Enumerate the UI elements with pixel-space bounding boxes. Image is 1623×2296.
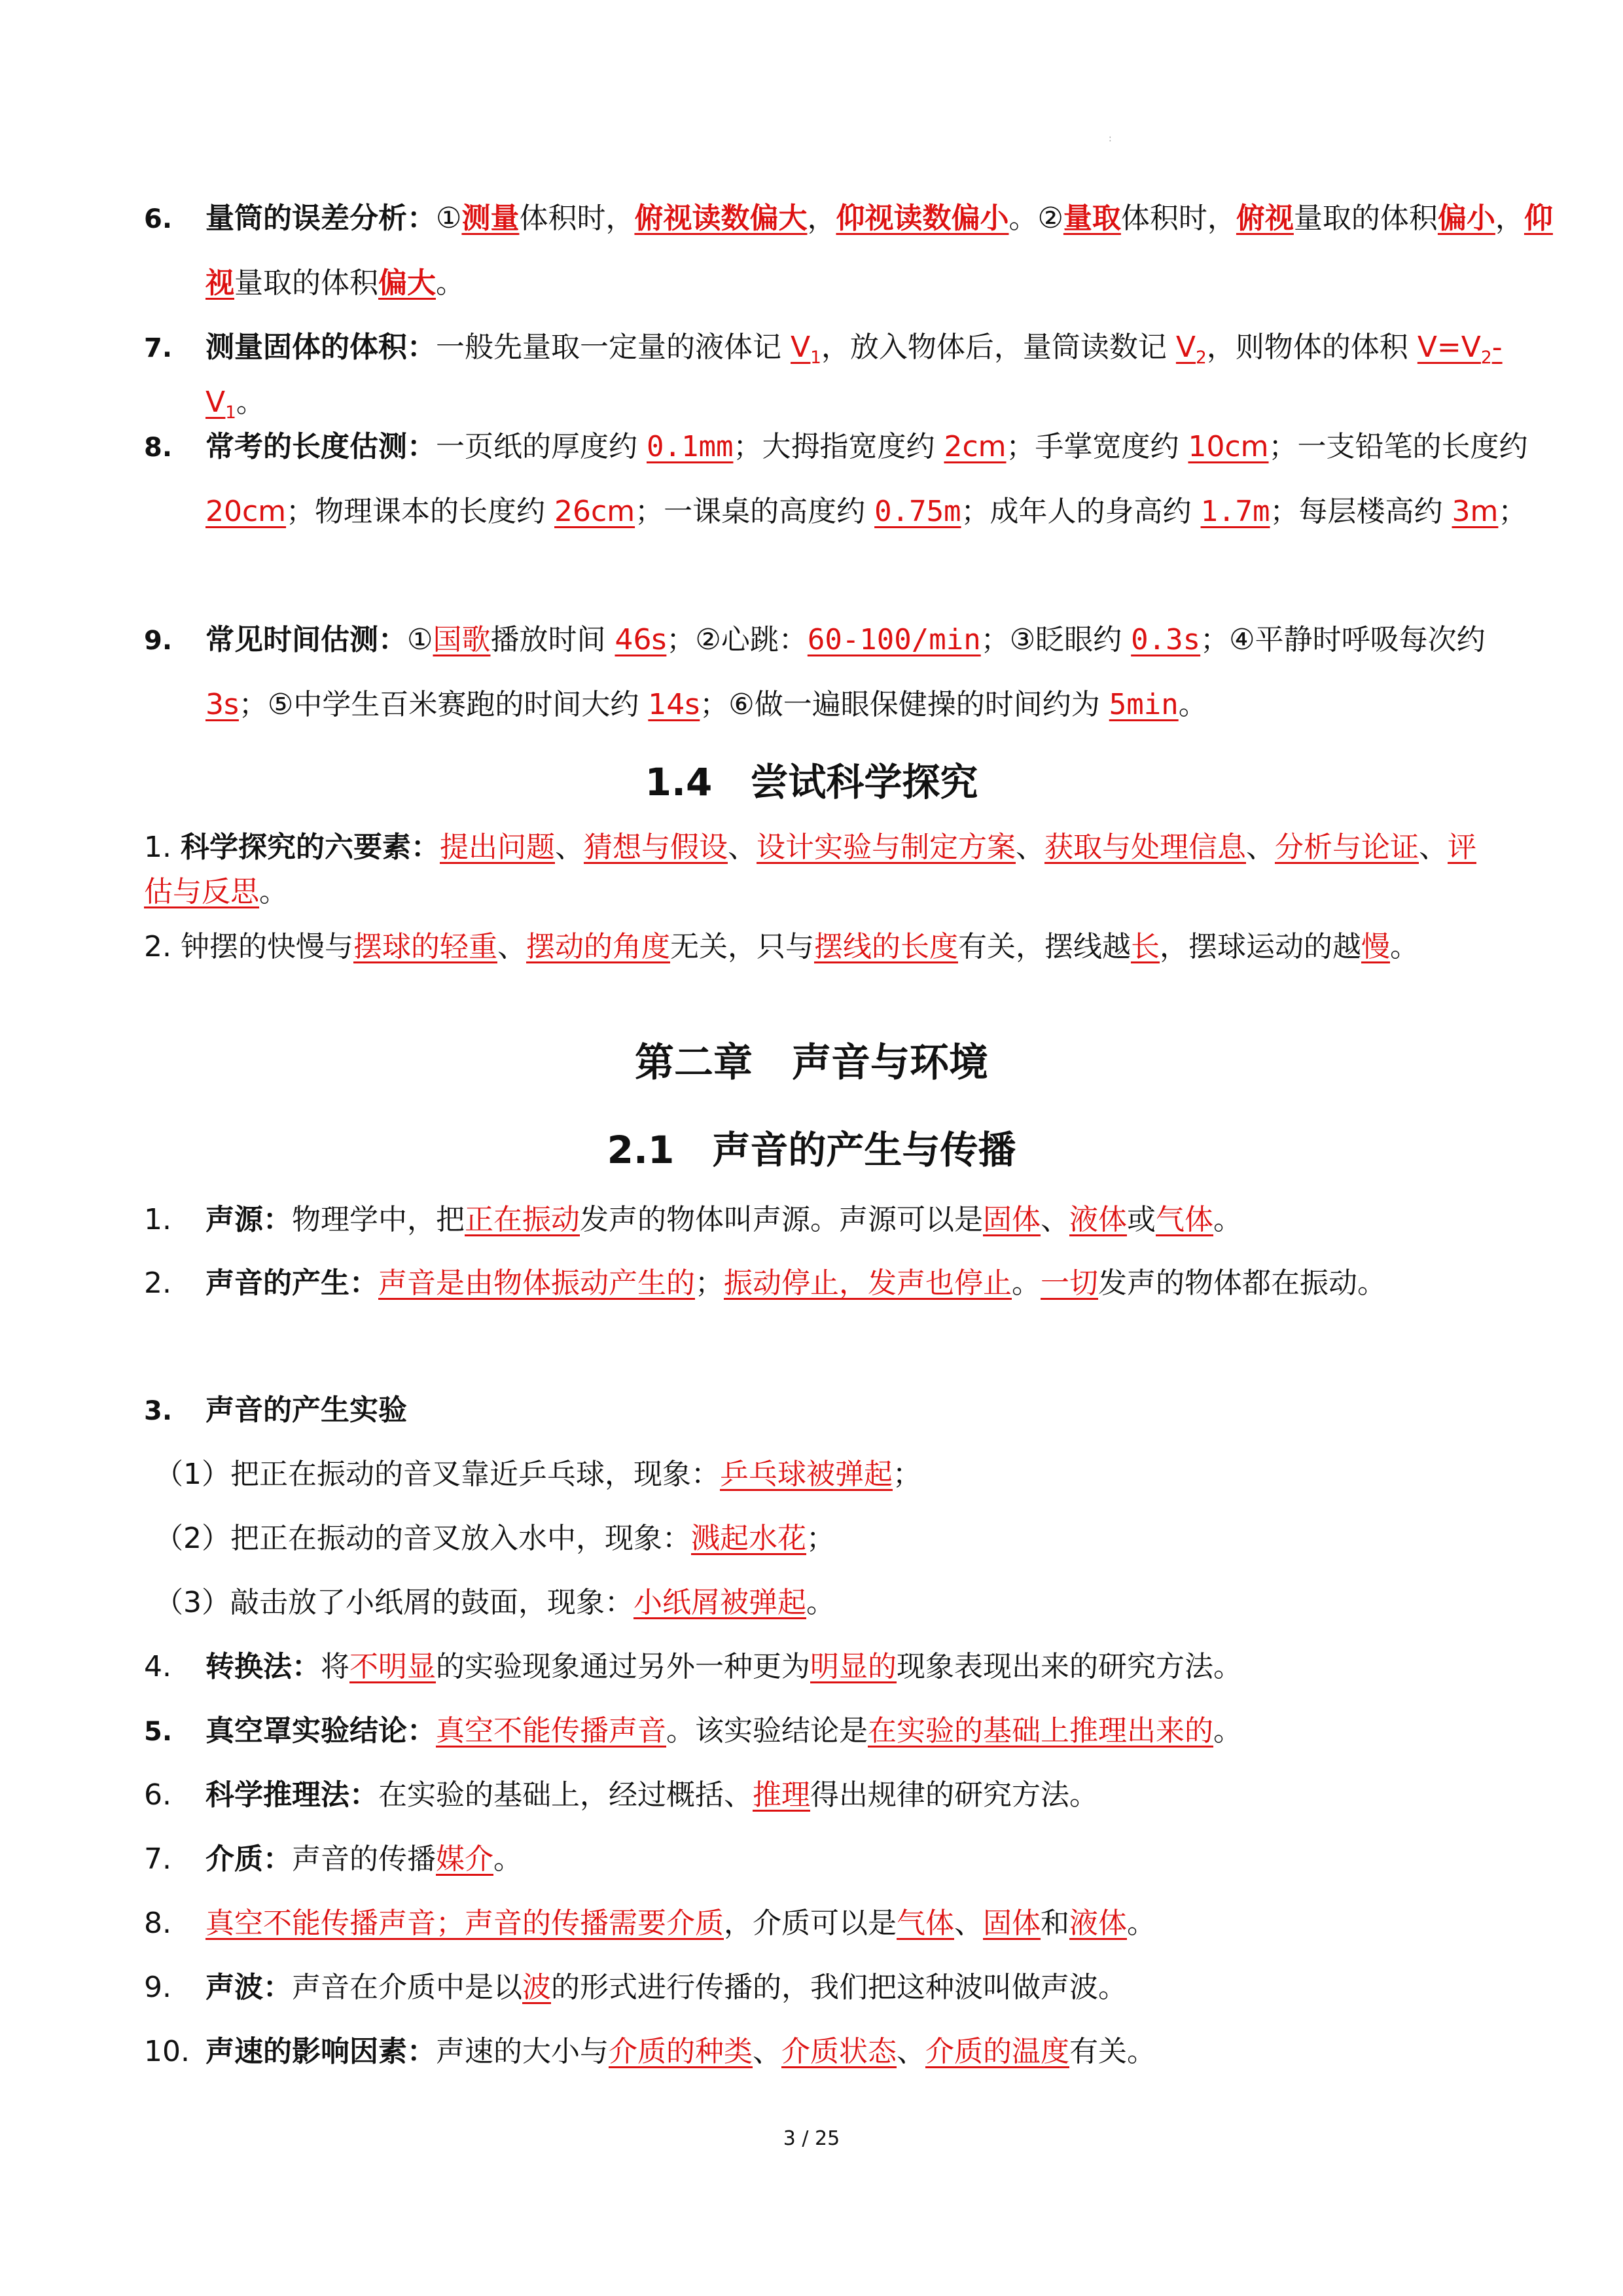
answer: 分析与论证 [1274, 831, 1419, 864]
experiment-1: （1）把正在振动的音叉靠近乒乓球，现象：乒乓球被弹起； [154, 1458, 921, 1491]
answer: 获取与处理信息 [1044, 831, 1246, 864]
answer: 3m [1452, 495, 1499, 528]
answer: $V=V_2-V_1$ [205, 331, 1503, 423]
answer: 偏小 [1437, 202, 1495, 235]
item-number: 7. [144, 1842, 171, 1876]
s21-item-3 [144, 1378, 1492, 1443]
item-label: 量筒的误差分析： [205, 202, 436, 235]
item-number: 4. [144, 1650, 171, 1683]
item-number: 1. [144, 831, 171, 864]
s21-item-1: 1. 声源：物理学中，把正在振动发声的物体叫声源。声源可以是固体、液体或气体。 [144, 1188, 1554, 1252]
answer: 10cm [1188, 430, 1269, 463]
answer: 真空不能传播声音 [436, 1714, 666, 1748]
answer: 液体 [1069, 1203, 1127, 1236]
answer: 20cm [205, 495, 287, 528]
answer: $V_1$ [791, 331, 821, 368]
answer: 振动停止，发声也停止 [724, 1266, 1012, 1300]
item-6: 6. 量筒的误差分析：①测量体积时，俯视读数偏大，仰视读数偏小。②量取体积时，俯视量取的体积偏小，仰视量取的体积偏大。 [144, 187, 1554, 315]
answer: 60-100/min [807, 623, 981, 656]
answer: 长 [1130, 930, 1160, 963]
answer: 声音是由物体振动产生的 [378, 1266, 695, 1300]
item-number: 1. [144, 1203, 171, 1236]
answer: 真空不能传播声音；声音的传播需要介质 [205, 1907, 724, 1940]
page-number: 3 / 25 [783, 2127, 840, 2150]
item-8: 8. 常考的长度估测：一页纸的厚度约 0.1mm；大拇指宽度约 2cm；手掌宽度约 10cm；一支铅笔的长度约 20cm；物理课本的长度约 26cm；一课桌的高度约 0.75m；成年人的身高约 1.7m；每层楼高约 3m； [144, 415, 1554, 544]
answer: 固体 [983, 1203, 1041, 1236]
item-number: 9. [144, 1971, 171, 2004]
answer: 波 [522, 1971, 551, 2004]
experiment-3: （3）敲击放了小纸屑的鼓面，现象：小纸屑被弹起。 [154, 1586, 835, 1619]
item-label: 常见时间估测： [205, 623, 407, 656]
answer: 慢 [1361, 930, 1390, 963]
answer: 溅起水花 [691, 1522, 806, 1555]
s21-item-9: 9. 声波：声音在介质中是以波的形式进行传播的，我们把这种波叫做声波。 [144, 1956, 1492, 2020]
answer: 介质状态 [781, 2035, 897, 2068]
item-label: 声速的影响因素： [205, 2035, 436, 2068]
answer: 摆线的长度 [813, 930, 958, 963]
answer: 一切 [1041, 1266, 1098, 1300]
answer: 摆动的角度 [526, 930, 670, 963]
s21-item-10: 10. 声速的影响因素：声速的大小与介质的种类、介质状态、介质的温度有关。 [144, 2020, 1492, 2084]
answer: 14s [648, 688, 700, 721]
item-number: 8. [144, 1907, 171, 1940]
answer: 0.1mm [647, 430, 734, 463]
answer: 设计实验与制定方案 [756, 831, 1016, 864]
answer: 俯视读数偏大 [634, 202, 808, 235]
chapter-heading: 第二章 声音与环境 [635, 1040, 988, 1086]
section-heading: 1.4 尝试科学探究 [645, 760, 978, 804]
answer: 气体 [897, 1907, 954, 1940]
item-label: 转换法： [205, 1650, 321, 1683]
item-number: 6. [144, 204, 173, 234]
answer: 乒乓球被弹起 [720, 1458, 893, 1491]
answer: 介质的种类 [609, 2035, 753, 2068]
item-label: 声音的产生实验 [205, 1393, 407, 1427]
item-number: 5. [144, 1717, 173, 1747]
answer: 小纸屑被弹起 [633, 1586, 806, 1619]
answer: 气体 [1156, 1203, 1213, 1236]
answer: 测量 [461, 202, 520, 235]
item-number: 3. [144, 1396, 173, 1426]
item-number: 9. [144, 626, 173, 656]
item-label: 科学推理法： [205, 1778, 378, 1812]
answer: 3s [205, 688, 239, 721]
item-7: 7. 测量固体的体积：一般先量取一定量的液体记 $V_1$，放入物体后，量筒读数记 $V_2$，则物体的体积 $V=V_2-V_1$。 [144, 325, 1554, 435]
answer: 摆球的轻重 [353, 930, 497, 963]
answer: 46s [615, 623, 667, 656]
item-label: 声音的产生： [205, 1266, 378, 1300]
s21-item-8: 8. 真空不能传播声音；声音的传播需要介质，介质可以是气体、固体和液体。 [144, 1892, 1492, 1956]
answer: 明显的 [810, 1650, 897, 1683]
answer: 在实验的基础上推理出来的 [868, 1714, 1213, 1748]
answer: 评估与反思 [144, 831, 1476, 908]
answer: 俯视 [1236, 202, 1294, 235]
answer: 液体 [1069, 1907, 1127, 1940]
s21-item-2: 2. 声音的产生：声音是由物体振动产生的；振动停止，发声也停止。一切发声的物体都在振动。 [144, 1251, 1554, 1316]
s21-item-5: 5. 真空罩实验结论：真空不能传播声音。该实验结论是在实验的基础上推理出来的。 [144, 1699, 1492, 1764]
answer: 提出问题 [439, 831, 555, 864]
item-label: 声波： [205, 1971, 292, 2004]
item-number: 6. [144, 1778, 171, 1812]
s14-item-2: 2. 钟摆的快慢与摆球的轻重、摆动的角度无关，只与摆线的长度有关，摆线越长，摆球运动的越慢。 [144, 930, 1419, 963]
s21-item-6: 6. 科学推理法：在实验的基础上，经过概括、推理得出规律的研究方法。 [144, 1763, 1492, 1827]
item-label: 常考的长度估测： [205, 430, 436, 463]
item-number: 8. [144, 433, 173, 463]
item-number: 7. [144, 333, 173, 363]
answer: 正在振动 [465, 1203, 580, 1236]
answer: 媒介 [436, 1842, 493, 1876]
answer: 猜想与假设 [583, 831, 728, 864]
corner-mark: : [1109, 134, 1112, 144]
answer: 0.75m [874, 495, 961, 528]
s21-item-4: 4. 转换法：将不明显的实验现象通过另外一种更为明显的现象表现出来的研究方法。 [144, 1635, 1492, 1699]
item-number: 2. [144, 1266, 171, 1300]
answer: 不明显 [349, 1650, 436, 1683]
answer: 偏大 [378, 266, 436, 300]
answer: 0.3s [1131, 623, 1201, 656]
item-label: 介质： [205, 1842, 292, 1876]
s21-item-7: 7. 介质：声音的传播媒介。 [144, 1827, 1492, 1892]
item-label: 声源： [205, 1203, 292, 1236]
answer: 国歌 [433, 623, 491, 656]
item-9: 9. 常见时间估测：①国歌播放时间 46s；②心跳：60-100/min；③眨眼约 0.3s；④平静时呼吸每次约 3s；⑤中学生百米赛跑的时间大约 14s；⑥做一遍眼保健操的时间约为 5min。 [144, 608, 1554, 737]
answer: 2cm [944, 430, 1007, 463]
answer: 仰视读数偏小 [836, 202, 1009, 235]
answer: 量取 [1063, 202, 1121, 235]
s14-item-1: 1. 科学探究的六要素：提出问题、猜想与假设、设计实验与制定方案、获取与处理信息、分析与论证、评估与反思。 [144, 831, 1476, 908]
item-number: 2. [144, 930, 171, 963]
answer: 推理 [753, 1778, 810, 1812]
answer: 5min [1109, 688, 1179, 721]
answer: 固体 [983, 1907, 1041, 1940]
answer: 26cm [554, 495, 635, 528]
answer: 仰视 [205, 202, 1553, 300]
item-label: 测量固体的体积： [205, 331, 436, 364]
section-heading: 2.1 声音的产生与传播 [607, 1128, 1016, 1172]
answer: 介质的温度 [925, 2035, 1069, 2068]
item-label: 科学探究的六要素： [180, 831, 440, 864]
item-label: 真空罩实验结论： [205, 1714, 436, 1748]
answer: $V_2$ [1175, 331, 1207, 368]
item-number: 10. [144, 2035, 190, 2068]
experiment-2: （2）把正在振动的音叉放入水中，现象：溅起水花； [154, 1522, 835, 1555]
answer: 1.7m [1200, 495, 1270, 528]
